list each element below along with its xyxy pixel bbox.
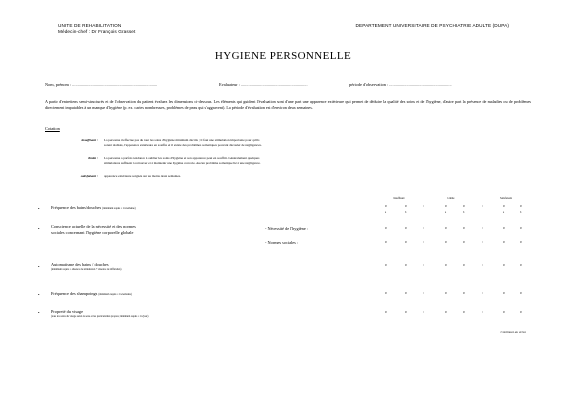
score-satisfaisant-b[interactable]: 0 (520, 204, 522, 208)
score-insuffisant-b[interactable]: 0 (405, 240, 407, 244)
score-limite-a[interactable]: 0 (445, 291, 447, 295)
score-insuffisant-b[interactable]: 0 (405, 263, 407, 267)
item-title: Conscience actuelle de la nécessité et des normes (51, 224, 136, 229)
score-limite-b[interactable]: 0 (463, 310, 465, 314)
intro-paragraph: A partir d'entretiens semi-structurés et de l'observation du patient évaluez les dimensions ci-dessous. Les éléments qui guident l'évaluation sont d'une part une apparence extérieure qui permet de déduire la qualité des soins et de l'hygiène, d'autre part la présence de maladies ou de problèmes directement imputables à un manque d'hygiène (p. ex. caries nombreuses, problèmes de peau qui s'aggravent). La période d'évaluation est d'environ deux semaines. (45, 99, 531, 110)
score-separator: / (482, 263, 483, 267)
item-title: Automatisme des bains / douches (51, 262, 109, 267)
period-field (349, 82, 452, 87)
score-insuffisant-b[interactable]: 0 (405, 226, 407, 230)
score-limite-a[interactable]: 0 (445, 240, 447, 244)
score-separator: / (423, 226, 424, 230)
sub-label: b (405, 211, 407, 214)
sub-label: a (503, 211, 505, 214)
item-title: Fréquence des shampoings (51, 291, 98, 296)
score-limite-a[interactable]: 0 (445, 226, 447, 230)
score-satisfaisant-b[interactable]: 0 (520, 263, 522, 267)
cotation-text-limite-2: stimulations suffisent à retrouver et à maintenir une hygiène correcte. Aucun problème somatique lié à une négligence. (104, 161, 261, 165)
scale-header-satisfaisant: Satisfaisant (500, 197, 512, 200)
name-dots: ............................................................................... (72, 82, 158, 87)
item-note: (minimum requis = 1x/semaine) (102, 207, 136, 210)
score-insuffisant-a[interactable]: 0 (385, 291, 387, 295)
item-title: Propreté du visage (51, 309, 83, 314)
bullet: • (38, 206, 40, 211)
score-limite-b[interactable]: 0 (463, 263, 465, 267)
cotation-label-insuffisant: insuffisant : (81, 138, 98, 142)
bullet: • (38, 264, 40, 269)
sub-label: b (520, 211, 522, 214)
score-limite-a[interactable]: 0 (445, 263, 447, 267)
bullet: • (38, 310, 40, 315)
score-satisfaisant-a[interactable]: 0 (503, 204, 505, 208)
cotation-text-insuffisant-2: soient réalisés, l'apparence extérieure en souffre et il existe des problèmes somatiques pouvant découler de négligences. (104, 143, 262, 147)
item-label (51, 205, 136, 210)
cotation-label-limite: limite : (88, 156, 98, 160)
name-field (45, 82, 157, 87)
cotation-text-insuffisant-1: La personne n'effectue pas du tout les soins d'hygiène minimum décrits ; il faut une stimulation importante pour qu'ils (104, 138, 260, 142)
score-insuffisant-a[interactable]: 0 (385, 204, 387, 208)
item-label (51, 291, 132, 296)
item-note: (minimum requis = 1x/semaine) (98, 293, 132, 296)
cotation-text-satisfaisant: apparence extérieure soignée sur au moins deux semaines. (104, 174, 181, 178)
sub-label: a (385, 211, 387, 214)
score-limite-b[interactable]: 0 (463, 240, 465, 244)
score-satisfaisant-b[interactable]: 0 (520, 240, 522, 244)
score-satisfaisant-a[interactable]: 0 (503, 291, 505, 295)
period-dots: .......................................................... (389, 82, 452, 87)
bullet: • (38, 292, 40, 297)
score-insuffisant-a[interactable]: 0 (385, 226, 387, 230)
item-note: (tous les soins du visage selon le sexe et les particularités propres; minimum requis = 1x/jour) (51, 315, 149, 318)
score-limite-b[interactable]: 0 (463, 204, 465, 208)
name-label: Nom, prénom : (45, 82, 72, 87)
score-separator: / (423, 204, 424, 208)
score-separator: / (423, 240, 424, 244)
continue-note: Continuez au verso (500, 330, 526, 334)
score-insuffisant-b[interactable]: 0 (405, 291, 407, 295)
score-separator: / (423, 310, 424, 314)
item-sub-normes: - Normes sociales : (265, 240, 299, 245)
score-satisfaisant-a[interactable]: 0 (503, 263, 505, 267)
score-insuffisant-a[interactable]: 0 (385, 263, 387, 267)
score-separator: / (423, 291, 424, 295)
sub-label: a (445, 211, 447, 214)
score-limite-b[interactable]: 0 (463, 291, 465, 295)
score-insuffisant-b[interactable]: 0 (405, 310, 407, 314)
score-separator: / (482, 291, 483, 295)
item-title-line2: sociales concernant l'hygiène corporelle globale (51, 230, 134, 235)
score-satisfaisant-b[interactable]: 0 (520, 291, 522, 295)
score-satisfaisant-a[interactable]: 0 (503, 310, 505, 314)
score-limite-a[interactable]: 0 (445, 204, 447, 208)
unit-name: UNITE DE REHABILITATION (58, 23, 122, 28)
evaluator-label: Evaluateur : (219, 82, 240, 87)
item-sub-necessite: - Nécessité de l'hygiène : (265, 226, 309, 231)
scale-header-limite: Limite (447, 197, 455, 200)
score-insuffisant-a[interactable]: 0 (385, 240, 387, 244)
score-separator: / (423, 263, 424, 267)
score-separator: / (482, 226, 483, 230)
score-satisfaisant-a[interactable]: 0 (503, 226, 505, 230)
evaluator-field (219, 82, 308, 87)
score-insuffisant-a[interactable]: 0 (385, 310, 387, 314)
cotation-text-limite-1: La personne a parfois tendance à oublier les soins d'hygiène et son apparence peut en souffrir. Généralement quelques (104, 156, 260, 160)
department-name: DEPARTEMENT UNIVERSITAIRE DE PSYCHIATRIE ADULTE (DUPA) (355, 23, 509, 28)
bullet: • (38, 226, 40, 231)
score-limite-a[interactable]: 0 (445, 310, 447, 314)
score-separator: / (482, 204, 483, 208)
score-limite-b[interactable]: 0 (463, 226, 465, 230)
item-note: (minimum requis = absence de stimulation + absence de difficultés) (51, 268, 122, 271)
score-satisfaisant-a[interactable]: 0 (503, 240, 505, 244)
sub-label: b (463, 211, 465, 214)
score-separator: / (482, 240, 483, 244)
score-separator: / (482, 310, 483, 314)
cotation-label-satisfaisant: satisfaisant : (80, 174, 98, 178)
period-label: période d'observation : (349, 82, 389, 87)
score-satisfaisant-b[interactable]: 0 (520, 226, 522, 230)
item-title: Fréquence des bains/douches (51, 205, 102, 210)
cotation-heading: Cotation (45, 126, 60, 131)
chief-name: Médecin-chef : Dr François Grasset (58, 29, 136, 34)
score-satisfaisant-b[interactable]: 0 (520, 310, 522, 314)
evaluator-dots: .............................................................. (240, 82, 308, 87)
score-insuffisant-b[interactable]: 0 (405, 204, 407, 208)
page-title: HYGIENE PERSONNELLE (214, 50, 352, 62)
scale-header-insuffisant: Insuffisant (393, 197, 405, 200)
